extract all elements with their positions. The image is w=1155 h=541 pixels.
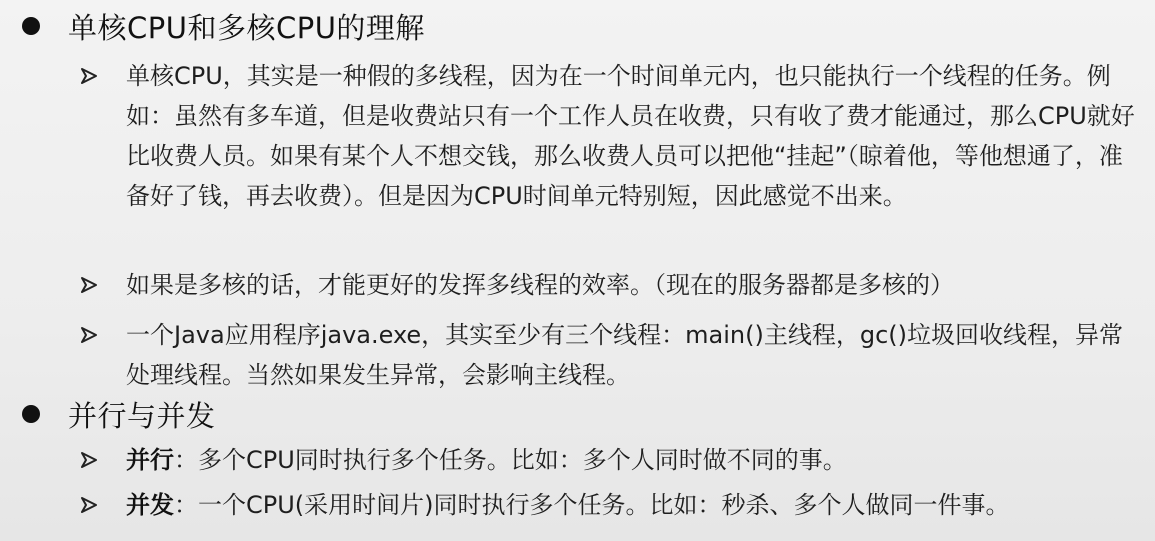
bullet-dot-icon	[22, 17, 40, 35]
list-item	[78, 56, 1138, 216]
list-item	[78, 315, 1138, 395]
item-text	[126, 440, 1138, 480]
term-label: 并发	[126, 491, 174, 519]
item-text: 一个Java应用程序java.exe，其实至少有三个线程：main()主线程，gc()垃圾回收线程，异常处理线程。当然如果发生异常，会影响主线程。	[126, 321, 1124, 389]
section-1-title: 单核CPU和多核CPU的理解	[68, 10, 425, 45]
bullet-dot-icon	[22, 405, 40, 423]
item-text	[126, 485, 1138, 525]
section-2-title: 并行与并发	[68, 398, 216, 433]
list-item	[78, 265, 1138, 305]
list-item	[78, 485, 1138, 525]
term-label: 并行	[126, 446, 174, 474]
section-2-heading	[22, 392, 216, 436]
arrow-bullet-icon	[78, 315, 100, 355]
list-item	[78, 440, 1138, 480]
item-text: 如果是多核的话，才能更好的发挥多线程的效率。（现在的服务器都是多核的）	[126, 271, 954, 299]
item-text: 单核CPU，其实是一种假的多线程，因为在一个时间单元内，也只能执行一个线程的任务。例如：虽然有多车道，但是收费站只有一个工作人员在收费，只有收了费才能通过，那么CPU就好比收费人员。如果有某个人不想交钱，那么收费人员可以把他“挂起”（晾着他，等他想通了，准备好了钱，再去收费）。但是因为CPU时间单元特别短，因此感觉不出来。	[126, 62, 1135, 210]
arrow-bullet-icon	[78, 440, 100, 480]
term-description: ：多个CPU同时执行多个任务。比如：多个人同时做不同的事。	[174, 446, 847, 474]
arrow-bullet-icon	[78, 485, 100, 525]
section-1-heading	[22, 4, 425, 48]
arrow-bullet-icon	[78, 265, 100, 305]
term-description: ：一个CPU(采用时间片)同时执行多个任务。比如：秒杀、多个人做同一件事。	[174, 491, 1010, 519]
arrow-bullet-icon	[78, 56, 100, 96]
